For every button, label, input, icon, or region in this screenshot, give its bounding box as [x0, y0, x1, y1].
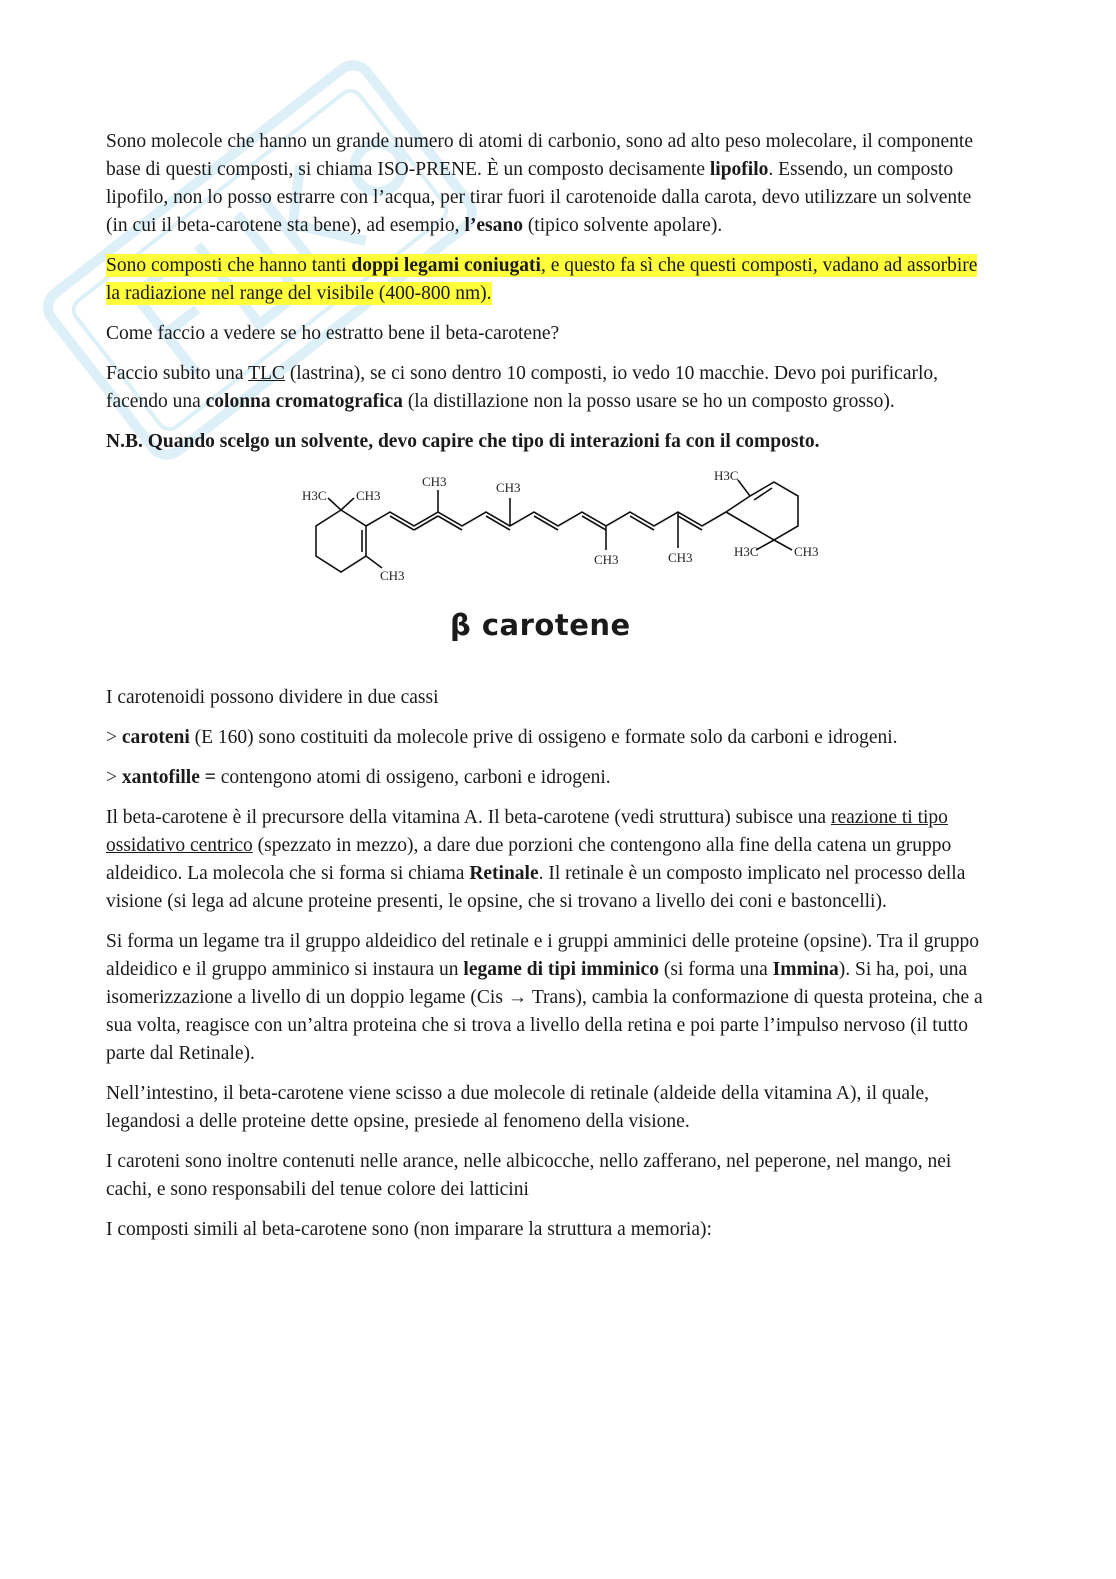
paragraph-fonti: I caroteni sono inoltre contenuti nelle arance, nelle albicocche, nello zafferano, nel peperone, nel mango, nei cachi, e sono responsabili del tenue colore dei latticini [106, 1151, 952, 1200]
document-body [106, 128, 996, 1256]
bold-term-esano: l’esano [464, 215, 523, 236]
bold-term-immina: Immina [772, 959, 839, 980]
label-ch3-right: CH3 [794, 544, 819, 559]
paragraph-isoprene [106, 128, 996, 240]
text: ). Si ha, poi, una isomerizzazione a livello di un doppio legame (Cis → Trans), cambia la conformazione di questa proteina, che a sua volta, reagisce con un’altra proteina che si trova a livello della retina e poi parte l’impulso nervoso (il tutto parte dal Retinale). [106, 959, 983, 1064]
paragraph-highlighted [106, 252, 996, 308]
text: > [106, 767, 122, 788]
paragraph-vitamina-a [106, 804, 996, 916]
label-ch3-left-top: CH3 [356, 488, 381, 503]
right-ring [726, 482, 798, 540]
paragraph-nb [106, 428, 996, 456]
text: Sono molecole che hanno un grande numero di atomi di carbonio, sono ad alto peso molecolare, il componente base di questi composti, si chiama ISO-PRENE. È un composto decisamente [106, 131, 973, 180]
paragraph-composti-simili: I composti simili al beta-carotene sono (non imparare la struttura a memoria): [106, 1219, 712, 1240]
text: (si forma una [658, 959, 773, 980]
text: > [106, 727, 122, 748]
bold-term-legame-imminico: legame di tipi imminico [463, 959, 659, 980]
label-h3c-right-top: H3C [714, 468, 739, 483]
paragraph-tlc [106, 360, 996, 416]
highlight [106, 254, 977, 305]
underlined-term-reazione: reazione ti tipo ossidativo centrico [106, 807, 948, 856]
label-ch3-chain-1: CH3 [422, 474, 447, 489]
text: . Il retinale è un composto implicato nel processo della visione (si lega ad alcune proteine presenti, le opsine, che si trovano a livello dei coni e bastoncelli). [106, 863, 966, 912]
text: . Essendo, un composto lipofilo, non lo posso estrarre con l’acqua, per tirar fuori il carotenoide dalla carota, devo utilizzare un solvente (in cui il beta-carotene sta bene), ad esempio, [106, 159, 972, 236]
text: Si forma un legame tra il gruppo aldeidico del retinale e i gruppi amminici delle proteine (opsine). Tra il gruppo aldeidico e il gruppo amminico si instaura un [106, 931, 979, 980]
paragraph-classes: I carotenoidi possono dividere in due cassi [106, 687, 439, 708]
bold-term-doppi-legami: doppi legami coniugati [351, 255, 541, 276]
label-ch3-chain-2: CH3 [496, 480, 521, 495]
bold-term-retinale: Retinale [469, 863, 539, 884]
underlined-term-tlc: TLC [248, 363, 285, 384]
text: (lastrina), se ci sono dentro 10 composti, io vedo 10 macchie. Devo poi purificarlo, facendo una [106, 363, 939, 412]
beta-carotene-structure [286, 468, 846, 608]
label-h3c-left: H3C [302, 488, 327, 503]
figure-caption: β carotene [450, 608, 631, 642]
bold-term-xantofille: xantofille = [121, 767, 216, 788]
label-h3c-right-bottom: H3C [734, 544, 759, 559]
paragraph-intestino: Nell’intestino, il beta-carotene viene scisso a due molecole di retinale (aldeide della vitamina A), il quale, legandosi a delle proteine dette opsine, presiede al fenomeno della visione. [106, 1083, 930, 1132]
paragraph-legame [106, 928, 996, 1068]
text: , e questo fa sì che questi composti, vadano ad assorbire la radiazione nel range del visibile (400-800 nm). [106, 255, 978, 304]
label-ch3-chain-3: CH3 [594, 552, 619, 567]
paragraph-caroteni [106, 724, 996, 752]
nb-note: N.B. Quando scelgo un solvente, devo capire che tipo di interazioni fa con il composto. [106, 431, 820, 452]
left-ring [316, 510, 366, 572]
label-ch3-left-bottom: CH3 [380, 568, 405, 583]
bold-term-colonna: colonna cromatografica [205, 391, 403, 412]
text: (E 160) sono costituiti da molecole prive di ossigeno e formate solo da carboni e idrogeni. [189, 727, 898, 748]
paragraph-xantofille [106, 764, 996, 792]
bold-term-caroteni: caroteni [121, 727, 190, 748]
text: (la distillazione non la posso usare se ho un composto grosso). [402, 391, 895, 412]
paragraph-question: Come faccio a vedere se ho estratto bene il beta-carotene? [106, 323, 560, 344]
text: Il beta-carotene è il precursore della vitamina A. Il beta-carotene (vedi struttura) subisce una [106, 807, 831, 828]
text: Faccio subito una [106, 363, 249, 384]
label-ch3-chain-4: CH3 [668, 550, 693, 565]
text: (tipico solvente apolare). [522, 215, 723, 236]
bold-term-lipofilo: lipofilo [709, 159, 769, 180]
text: contengono atomi di ossigeno, carboni e idrogeni. [215, 767, 611, 788]
text: Sono composti che hanno tanti [106, 255, 352, 276]
beta-carotene-figure [106, 468, 996, 668]
text: (spezzato in mezzo), a dare due porzioni che contengono alla fine della catena un gruppo aldeidico. La molecola che si forma si chiama [106, 835, 952, 884]
